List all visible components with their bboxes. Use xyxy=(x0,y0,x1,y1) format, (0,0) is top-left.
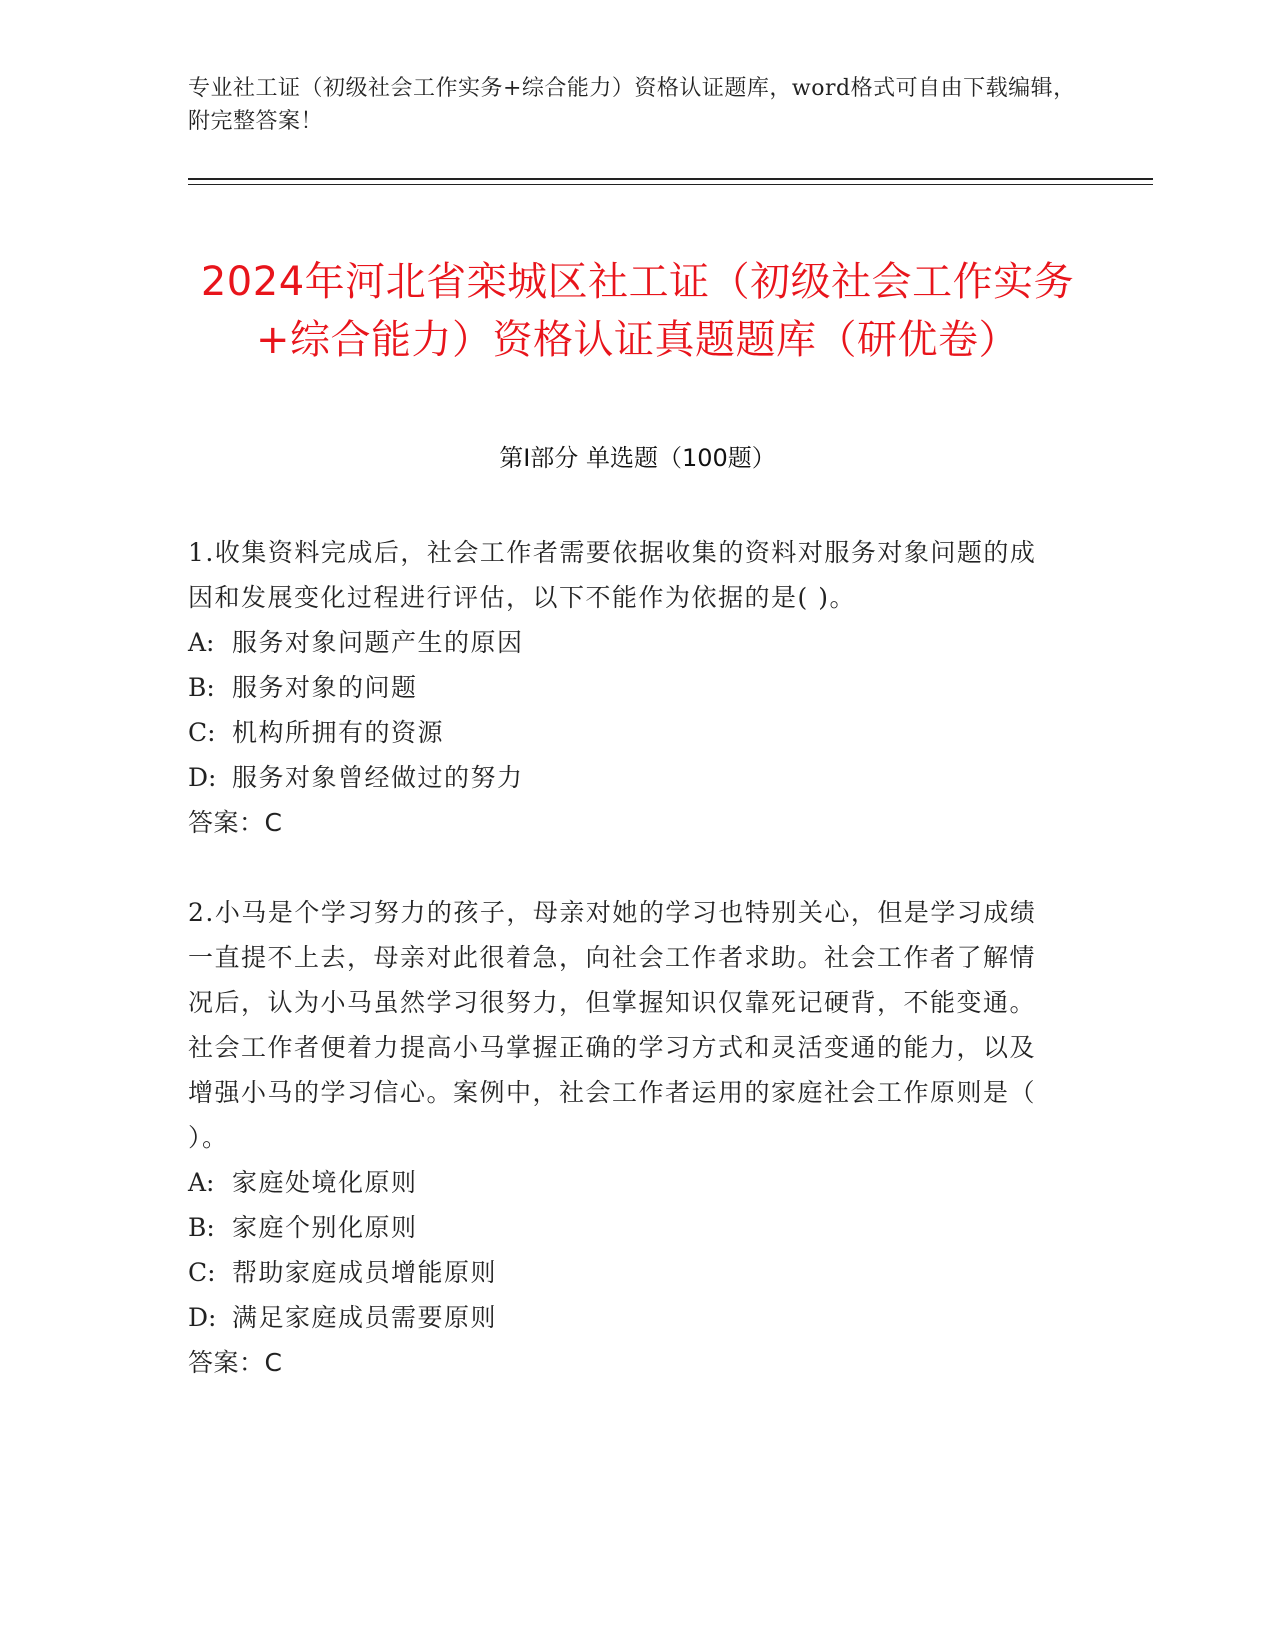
question-1 xyxy=(188,530,1058,845)
option-text: 家庭个别化原则 xyxy=(232,1213,418,1242)
answer-line: 答案：C xyxy=(188,1348,283,1377)
option-b xyxy=(188,665,1058,710)
header-divider-thin xyxy=(188,184,1153,185)
option-letter: A: xyxy=(188,1168,215,1197)
option-letter: D: xyxy=(188,763,217,792)
option-a xyxy=(188,620,1058,665)
option-b xyxy=(188,1205,1058,1250)
option-text: 帮助家庭成员增能原则 xyxy=(232,1258,498,1287)
option-d xyxy=(188,1295,1058,1340)
option-letter: A: xyxy=(188,628,215,657)
section-title: 第I部分 单选题（100题） xyxy=(499,444,776,472)
header-divider-thick xyxy=(188,178,1153,180)
document-title: 2024年河北省栾城区社工证（初级社会工作实务+综合能力）资格认证真题题库（研优卷） xyxy=(200,258,1075,363)
option-text: 家庭处境化原则 xyxy=(232,1168,418,1197)
question-list xyxy=(188,530,1058,1385)
answer-line: 答案：C xyxy=(188,808,283,837)
option-a xyxy=(188,1160,1058,1205)
option-c xyxy=(188,710,1058,755)
option-c xyxy=(188,1250,1058,1295)
option-text: 机构所拥有的资源 xyxy=(232,718,445,747)
question-2 xyxy=(188,890,1058,1385)
option-d xyxy=(188,755,1058,800)
option-letter: B: xyxy=(188,1213,215,1242)
option-text: 服务对象的问题 xyxy=(232,673,418,702)
option-text: 服务对象问题产生的原因 xyxy=(232,628,524,657)
question-stem: 2.小马是个学习努力的孩子，母亲对她的学习也特别关心，但是学习成绩一直提不上去，母亲对此很着急，向社会工作者求助。社会工作者了解情况后，认为小马虽然学习很努力，但掌握知识仅靠死记硬背，不能变通。社会工作者便着力提高小马掌握正确的学习方式和灵活变通的能力，以及增强小马的学习信心。案例中，社会工作者运用的家庭社会工作原则是（ ）。 xyxy=(188,898,1037,1152)
option-letter: D: xyxy=(188,1303,217,1332)
option-letter: C: xyxy=(188,1258,216,1287)
option-text: 满足家庭成员需要原则 xyxy=(232,1303,498,1332)
question-stem: 1.收集资料完成后，社会工作者需要依据收集的资料对服务对象问题的成因和发展变化过程进行评估，以下不能作为依据的是( )。 xyxy=(188,538,1037,612)
option-text: 服务对象曾经做过的努力 xyxy=(232,763,524,792)
header-note: 专业社工证（初级社会工作实务+综合能力）资格认证题库，word格式可自由下载编辑，附完整答案！ xyxy=(188,76,1076,134)
option-letter: B: xyxy=(188,673,215,702)
option-letter: C: xyxy=(188,718,216,747)
